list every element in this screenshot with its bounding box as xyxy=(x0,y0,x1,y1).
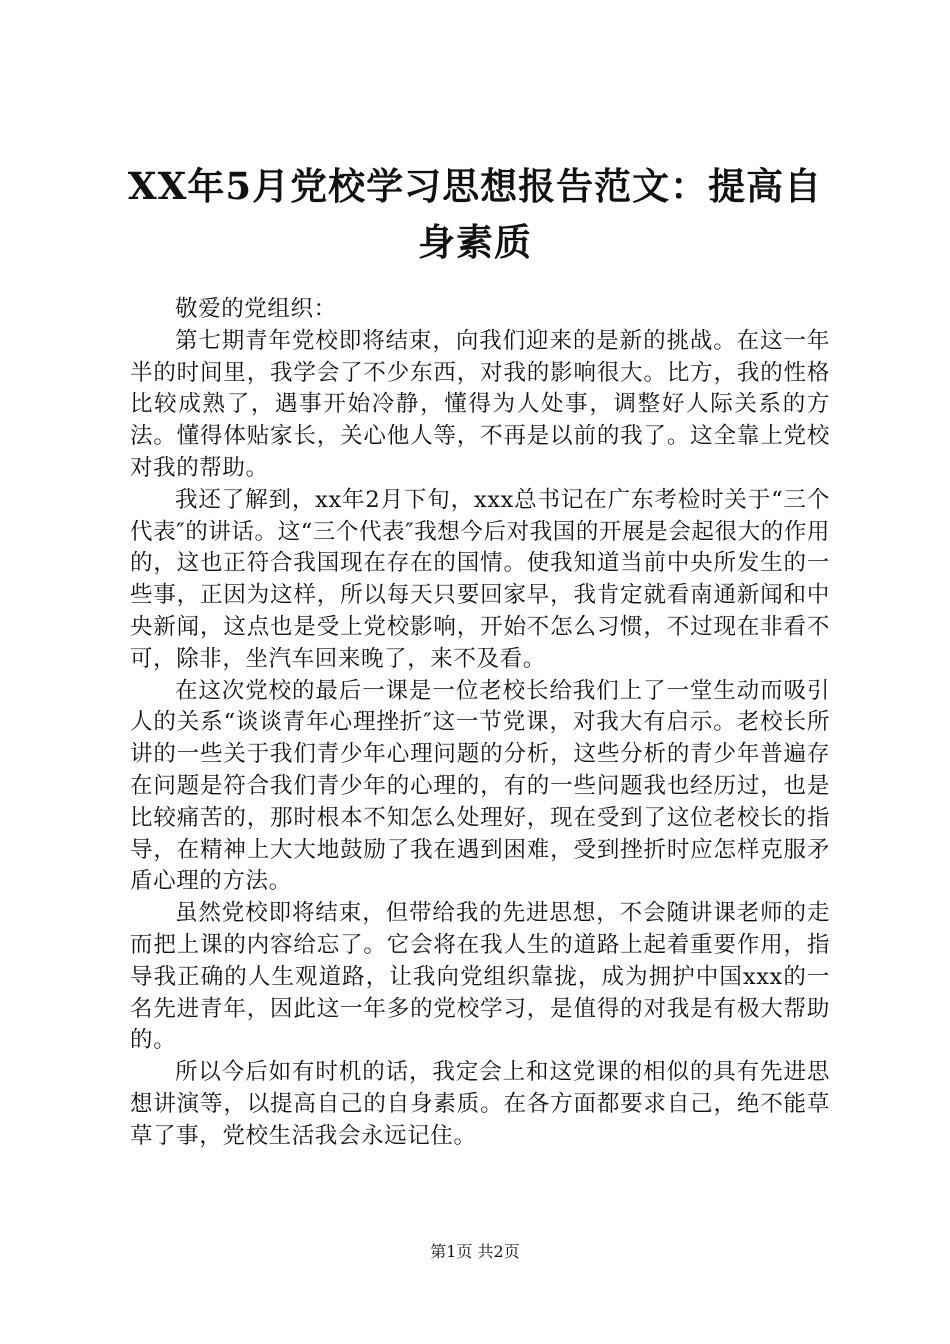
page-footer xyxy=(0,1242,950,1262)
page-indicator: 第1页 共2页 xyxy=(430,1242,520,1261)
paragraph-2: 我还了解到，xx年2月下旬，xxx总书记在广东考检时关于“三个代表″的讲话。这“三个代表″我想今后对我国的开展是会起很大的作用的，这也正符合我国现在存在的国情。使我知道当前中央所发生的一些事，正因为这样，所以每天只要回家早，我肯定就看南通新闻和中央新闻，这点也是受上党校影响，开始不怎么习惯，不过现在非看不可，除非，坐汽车回来晚了，来不及看。 xyxy=(130,486,831,672)
salutation: 敬爱的党组织： xyxy=(175,296,337,322)
paragraph-4: 虽然党校即将结束，但带给我的先进思想，不会随讲课老师的走而把上课的内容给忘了。它会将在我人生的道路上起着重要作用，指导我正确的人生观道路，让我向党组织靠拢，成为拥护中国xxx的一名先进青年，因此这一年多的党校学习，是值得的对我是有极大帮助的。 xyxy=(130,900,830,1054)
paragraph-3: 在这次党校的最后一课是一位老校长给我们上了一堂生动而吸引人的关系“谈谈青年心理挫折″这一节党课，对我大有启示。老校长所讲的一些关于我们青少年心理问题的分析，这些分析的青少年普遍存在问题是符合我们青少年的心理的，有的一些问题我也经历过，也是比较痛苦的，那时根本不知怎么处理好，现在受到了这位老校长的指导，在精神上大大地鼓励了我在遇到困难，受到挫折时应怎样克服矛盾心理的方法。 xyxy=(130,677,830,895)
document-title: XX年5月党校学习思想报告范文：提高自身素质 xyxy=(127,164,823,264)
paragraph-1: 第七期青年党校即将结束，向我们迎来的是新的挑战。在这一年半的时间里，我学会了不少东西，对我的影响很大。比方，我的性格比较成熟了，遇事开始冷静，懂得为人处事，调整好人际关系的方法。懂得体贴家长，关心他人等，不再是以前的我了。这全靠上党校对我的帮助。 xyxy=(130,327,830,481)
document-body xyxy=(130,294,830,1153)
paragraph-5: 所以今后如有时机的话，我定会上和这党课的相似的具有先进思想讲演等，以提高自己的自身素质。在各方面都要求自己，绝不能草草了事，党校生活我会永远记住。 xyxy=(130,1059,830,1149)
